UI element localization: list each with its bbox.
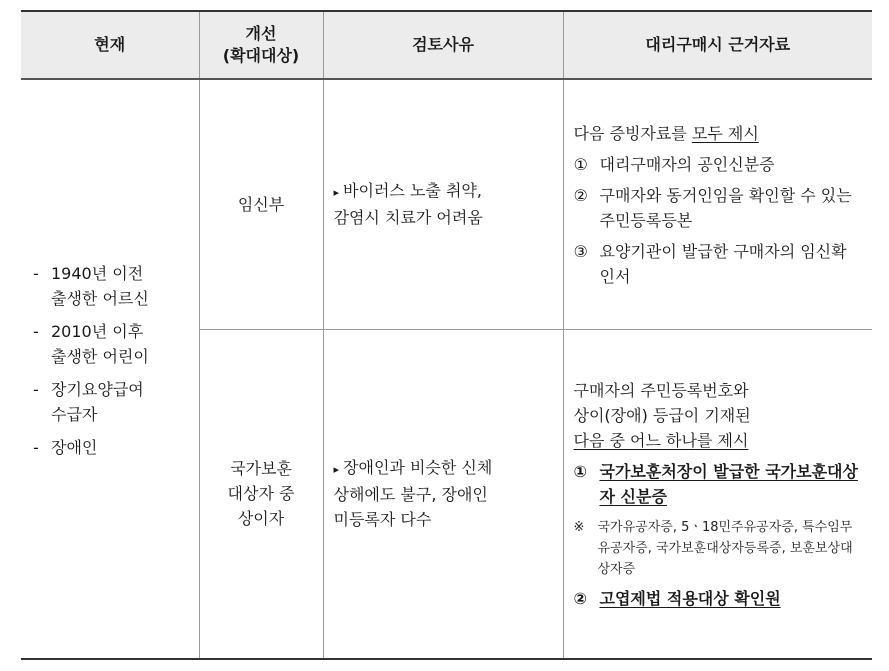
evidence-intro: 다음 증빙자료를 모두 제시 bbox=[573, 124, 759, 144]
list-item: ③ 요양기관이 발급한 구매자의 임신확인서 bbox=[573, 242, 847, 287]
list-item: - 장애인 bbox=[33, 437, 98, 457]
evidence-pregnant bbox=[563, 79, 872, 329]
header-proxy-evidence: 대리구매시 근거자료 bbox=[563, 11, 872, 79]
list-item: ② 구매자와 동거인임을 확인할 수 있는 주민등록등본 bbox=[573, 186, 852, 231]
header-improvement-line1: 개선 bbox=[245, 24, 277, 43]
evidence-veterans: 구매자의 주민등록번호와 상이(장애) 등급이 기재된 다음 중 어느 하나를 제시 ① 국가보훈처장이 발급한 국가보훈대상자 신분증 ※ 국가유공자증, 5ㆍ18민주유공자증, 특수임무유공자증, 국가보훈대상자등록증, 보훈보상대상자증 ② 고엽제법 적용대상 확인원 bbox=[563, 329, 872, 659]
bullet-triangle-icon: ▸ bbox=[333, 186, 340, 200]
table-header-row bbox=[21, 11, 872, 79]
list-item: - 2010년 이후 출생한 어린이 bbox=[33, 321, 149, 366]
current-targets-cell bbox=[21, 79, 199, 659]
bullet-triangle-icon: ▸ bbox=[333, 463, 340, 477]
header-improvement-line2: (확대대상) bbox=[222, 46, 300, 65]
list-item: ② 고엽제법 적용대상 확인원 bbox=[573, 589, 781, 609]
list-item: - 1940년 이전 출생한 어르신 bbox=[33, 263, 149, 308]
proxy-purchase-table bbox=[21, 10, 872, 660]
header-current: 현재 bbox=[21, 11, 199, 79]
list-item: ① 국가보훈처장이 발급한 국가보훈대상자 신분증 bbox=[573, 462, 858, 507]
note: ※ 국가유공자증, 5ㆍ18민주유공자증, 특수임무유공자증, 국가보훈대상자등록증, 보훈보상대상자증 bbox=[573, 520, 853, 578]
reason-pregnant: ▸ 바이러스 노출 취약, 감염시 치료가 어려움 bbox=[323, 79, 563, 329]
header-review-reason: 검토사유 bbox=[323, 11, 563, 79]
list-item: ① 대리구매자의 공인신분증 bbox=[573, 155, 775, 175]
list-item: - 장기요양급여 수급자 bbox=[33, 379, 144, 424]
table-row bbox=[21, 79, 872, 329]
reason-veterans: ▸ 장애인과 비슷한 신체 상해에도 불구, 장애인 미등록자 다수 bbox=[323, 329, 563, 659]
target-pregnant: 임신부 bbox=[199, 79, 323, 329]
target-veterans: 국가보훈 대상자 중 상이자 bbox=[199, 329, 323, 659]
header-improvement bbox=[199, 11, 323, 79]
